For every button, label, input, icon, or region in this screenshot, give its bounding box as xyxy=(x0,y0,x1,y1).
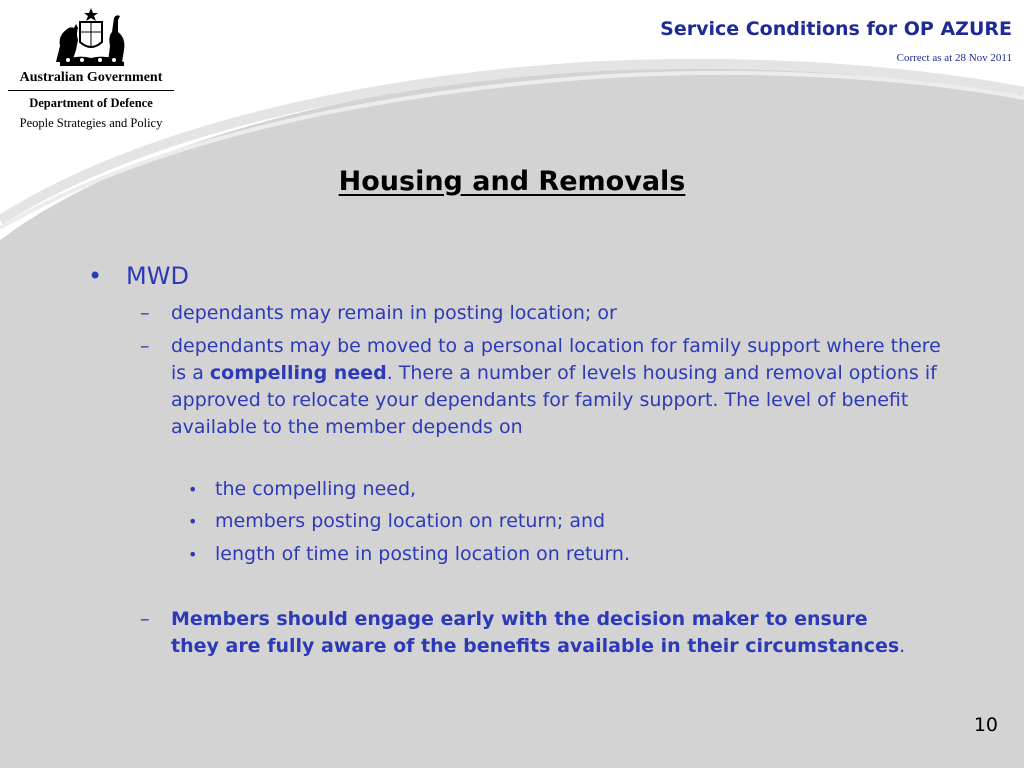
dash-marker: – xyxy=(140,302,150,324)
government-name: Australian Government xyxy=(19,70,163,85)
dash-marker: – xyxy=(140,335,150,357)
slide-title: Housing and Removals xyxy=(338,166,686,197)
department-name: Department of Defence xyxy=(29,96,153,110)
branch-name: People Strategies and Policy xyxy=(19,116,163,130)
bullet-text: MWD xyxy=(126,262,189,290)
page-number: 10 xyxy=(973,714,998,736)
header-title: Service Conditions for OP AZURE xyxy=(660,18,1012,40)
dot-marker: • xyxy=(188,480,198,499)
dash-marker: – xyxy=(140,608,150,630)
sub-bullet-text xyxy=(171,333,941,441)
dot-marker: • xyxy=(188,512,198,531)
dot-marker: • xyxy=(188,545,198,564)
emphasis-engage-early: Members should engage early with the decision maker to ensure they are fully aware of the benefits available in their circumstances xyxy=(171,608,900,657)
bullet-marker: • xyxy=(88,262,103,290)
sub-bullet-text: dependants may remain in posting location; or xyxy=(171,302,617,324)
sub-bullet-text xyxy=(171,606,916,660)
sub-sub-bullet-text: the compelling need, xyxy=(215,478,417,500)
text-part: dependants may be moved to a personal location for family support where there is a xyxy=(171,335,941,384)
sub-sub-bullet-text: length of time in posting location on return. xyxy=(215,543,631,565)
text-part: . xyxy=(899,635,906,657)
emphasis-compelling-need: compelling need xyxy=(209,362,387,384)
text-part: . There a number of levels housing and removal options if approved to relocate your dependants for family support. The level of benefit available to the member depends on xyxy=(171,362,937,438)
sub-sub-bullet-text: members posting location on return; and xyxy=(215,510,606,532)
header-date: Correct as at 28 Nov 2011 xyxy=(896,52,1012,64)
